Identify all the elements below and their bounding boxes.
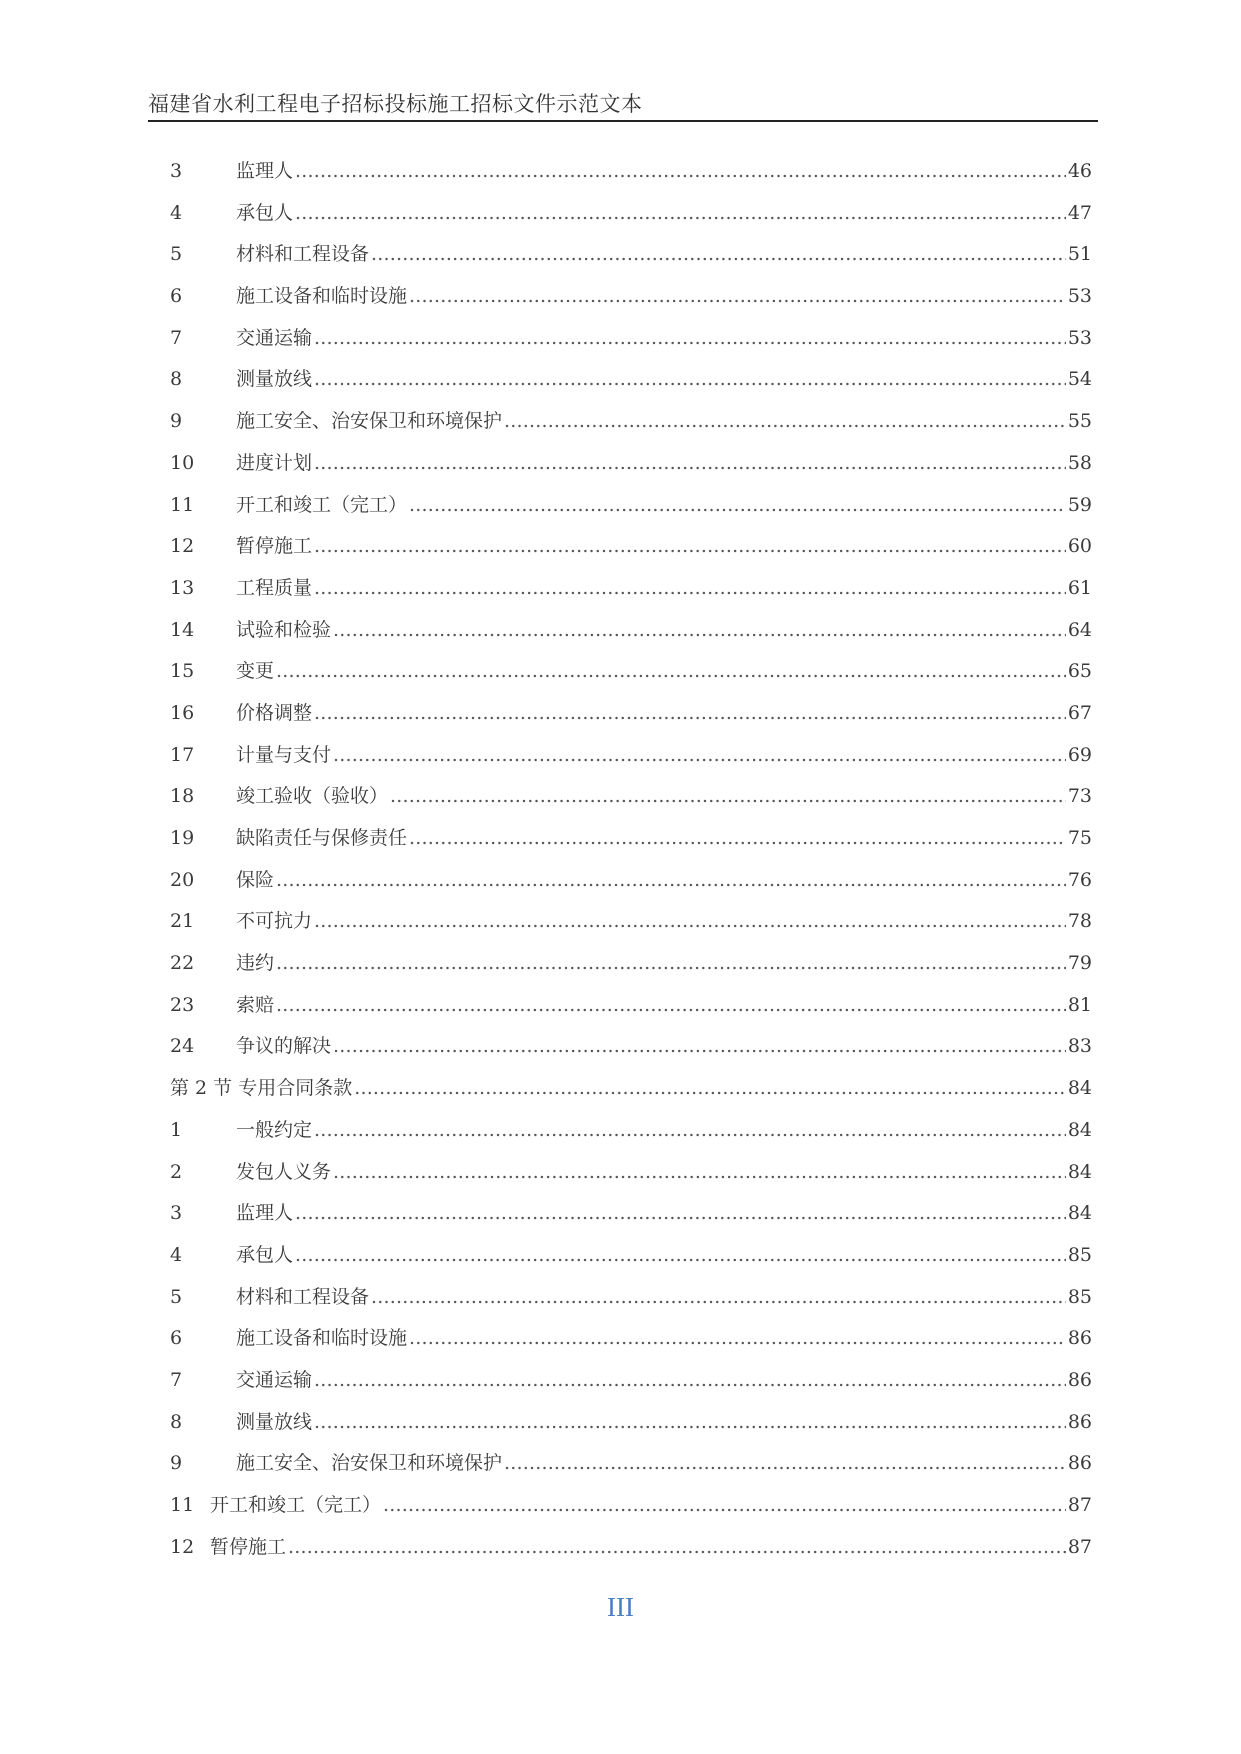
- toc-entry-number: 13: [170, 576, 195, 599]
- toc-entry[interactable]: [170, 948, 1092, 990]
- toc-dot-leader: [390, 785, 1066, 807]
- toc-entry[interactable]: [170, 1031, 1092, 1073]
- toc-entry-title: 交通运输: [236, 1368, 313, 1391]
- toc-dot-leader: [354, 1077, 1066, 1099]
- toc-entry[interactable]: [170, 865, 1092, 907]
- toc-entry-title: 暂停施工: [236, 535, 313, 558]
- toc-entry-page: 85: [1067, 1285, 1092, 1308]
- toc-entry-page: 73: [1067, 785, 1092, 808]
- toc-entry-page: 85: [1067, 1243, 1092, 1266]
- toc-entry-page: 51: [1067, 243, 1092, 266]
- toc-entry-page: 47: [1067, 201, 1092, 224]
- toc-dot-leader: [314, 1411, 1066, 1433]
- toc-entry[interactable]: [170, 531, 1092, 573]
- toc-entry[interactable]: [170, 1490, 1092, 1532]
- toc-entry[interactable]: [170, 1365, 1092, 1407]
- toc-entry-number: 7: [170, 326, 183, 349]
- toc-dot-leader: [314, 1119, 1066, 1141]
- toc-entry-title: 第 2 节 专用合同条款: [170, 1077, 353, 1100]
- toc-entry-title: 索赔: [236, 993, 275, 1016]
- toc-entry[interactable]: [170, 281, 1092, 323]
- toc-entry[interactable]: [170, 406, 1092, 448]
- toc-dot-leader: [409, 827, 1066, 849]
- toc-entry-page: 86: [1067, 1410, 1092, 1433]
- toc-entry[interactable]: [170, 323, 1092, 365]
- toc-entry-number: 6: [170, 1327, 183, 1350]
- toc-entry[interactable]: [170, 1407, 1092, 1449]
- toc-entry-title: 承包人: [236, 201, 294, 224]
- toc-entry-page: 87: [1067, 1494, 1092, 1516]
- toc-entry-page: 46: [1067, 160, 1092, 182]
- toc-entry-number: 23: [170, 993, 195, 1016]
- toc-entry-title: 进度计划: [236, 451, 313, 474]
- toc-entry-page: 83: [1067, 1035, 1092, 1058]
- toc-entry-page: 64: [1067, 618, 1092, 641]
- toc-entry-number: 12: [170, 1535, 195, 1558]
- toc-entry-page: 86: [1067, 1368, 1092, 1391]
- toc-entry-page: 79: [1067, 952, 1092, 975]
- toc-entry-page: 86: [1067, 1452, 1092, 1475]
- toc-entry-number: 16: [170, 701, 195, 724]
- toc-dot-leader: [314, 368, 1066, 390]
- toc-entry-number: 4: [170, 201, 183, 224]
- toc-entry[interactable]: [170, 490, 1092, 532]
- toc-dot-leader: [504, 410, 1066, 432]
- toc-entry[interactable]: [170, 448, 1092, 490]
- toc-entry-title: 施工设备和临时设施: [236, 1327, 408, 1350]
- toc-dot-leader: [314, 535, 1066, 557]
- toc-dot-leader: [314, 910, 1066, 932]
- toc-entry-page: 53: [1067, 326, 1092, 349]
- toc-entry[interactable]: [170, 990, 1092, 1032]
- toc-dot-leader: [295, 202, 1066, 224]
- toc-entry-page: 58: [1067, 451, 1092, 474]
- toc-entry-number: 3: [170, 160, 183, 182]
- toc-entry-title: 开工和竣工（完工）: [210, 1494, 382, 1516]
- toc-entry[interactable]: [170, 364, 1092, 406]
- toc-entry-page: 53: [1067, 285, 1092, 308]
- toc-entry-number: 5: [170, 243, 183, 266]
- toc-dot-leader: [276, 994, 1066, 1016]
- toc-entry[interactable]: [170, 573, 1092, 615]
- toc-entry-number: 3: [170, 1202, 183, 1225]
- toc-entry-page: 54: [1067, 368, 1092, 391]
- toc-entry-page: 78: [1067, 910, 1092, 933]
- toc-entry-page: 55: [1067, 410, 1092, 433]
- toc-entry-number: 15: [170, 660, 195, 683]
- toc-dot-leader: [314, 577, 1066, 599]
- toc-entry-number: 11: [170, 493, 195, 516]
- toc-dot-leader: [295, 1244, 1066, 1266]
- toc-entry-title: 测量放线: [236, 368, 313, 391]
- toc-entry-number: 20: [170, 868, 195, 891]
- toc-dot-leader: [314, 327, 1066, 349]
- toc-entry-page: 84: [1067, 1160, 1092, 1183]
- toc-entry[interactable]: [170, 1198, 1092, 1240]
- toc-entry[interactable]: [170, 1240, 1092, 1282]
- toc-entry[interactable]: [170, 1323, 1092, 1365]
- toc-entry-title: 保险: [236, 868, 275, 891]
- toc-entry-title: 缺陷责任与保修责任: [236, 827, 408, 849]
- toc-entry-title: 测量放线: [236, 1410, 313, 1433]
- toc-entry-title: 交通运输: [236, 326, 313, 349]
- toc-entry-title: 一般约定: [236, 1118, 313, 1141]
- toc-entry-page: 84: [1067, 1118, 1092, 1141]
- toc-entry[interactable]: [170, 823, 1092, 865]
- toc-section-entry[interactable]: [170, 1073, 1092, 1115]
- toc-entry-number: 8: [170, 1410, 183, 1433]
- toc-entry[interactable]: [170, 1115, 1092, 1157]
- toc-entry-page: 61: [1067, 576, 1092, 599]
- toc-dot-leader: [333, 1035, 1066, 1057]
- toc-entry[interactable]: [170, 1448, 1092, 1490]
- toc-entry-title: 承包人: [236, 1243, 294, 1266]
- toc-dot-leader: [371, 1286, 1066, 1308]
- toc-dot-leader: [409, 1327, 1066, 1349]
- toc-entry-number: 8: [170, 368, 183, 391]
- toc-entry-title: 施工安全、治安保卫和环境保护: [236, 1452, 503, 1475]
- toc-dot-leader: [314, 702, 1066, 724]
- toc-entry[interactable]: [170, 239, 1092, 281]
- toc-dot-leader: [295, 160, 1066, 182]
- toc-dot-leader: [333, 619, 1066, 641]
- toc-dot-leader: [295, 1202, 1066, 1224]
- toc-entry-number: 18: [170, 785, 195, 808]
- toc-entry[interactable]: [170, 781, 1092, 823]
- toc-entry-title: 施工设备和临时设施: [236, 285, 408, 308]
- toc-dot-leader: [276, 660, 1066, 682]
- toc-entry-title: 暂停施工: [210, 1535, 287, 1558]
- toc-entry-title: 计量与支付: [236, 743, 332, 766]
- toc-dot-leader: [276, 952, 1066, 974]
- toc-entry-title: 工程质量: [236, 576, 313, 599]
- page-number: III: [607, 1592, 634, 1622]
- toc-entry-page: 76: [1067, 868, 1092, 891]
- toc-dot-leader: [409, 285, 1066, 307]
- toc-entry[interactable]: [170, 740, 1092, 782]
- toc-entry[interactable]: [170, 656, 1092, 698]
- toc-entry-title: 竣工验收（验收）: [236, 785, 389, 808]
- toc-entry-number: 2: [170, 1160, 183, 1183]
- toc-entry[interactable]: [170, 698, 1092, 740]
- toc-entry-number: 17: [170, 743, 195, 766]
- toc-entry-page: 84: [1067, 1077, 1092, 1100]
- toc-entry-title: 价格调整: [236, 701, 313, 724]
- page-header: [148, 86, 1098, 122]
- toc-entry-number: 21: [170, 910, 195, 933]
- toc-entry-title: 试验和检验: [236, 618, 332, 641]
- toc-entry-number: 22: [170, 952, 195, 975]
- toc-entry[interactable]: [170, 1282, 1092, 1324]
- toc-entry-page: 86: [1067, 1327, 1092, 1350]
- toc-entry-title: 开工和竣工（完工）: [236, 493, 408, 516]
- toc-dot-leader: [409, 494, 1066, 516]
- toc-entry-title: 违约: [236, 952, 275, 975]
- toc-entry-page: 60: [1067, 535, 1092, 558]
- toc-entry-number: 11: [170, 1494, 195, 1516]
- toc-dot-leader: [371, 243, 1066, 265]
- toc-entry-title: 监理人: [236, 160, 294, 182]
- toc-entry-page: 59: [1067, 493, 1092, 516]
- toc-entry-number: 24: [170, 1035, 195, 1058]
- toc-entry[interactable]: [170, 615, 1092, 657]
- toc-entry-number: 9: [170, 410, 183, 433]
- toc-entry-number: 12: [170, 535, 195, 558]
- toc-entry[interactable]: [170, 1157, 1092, 1199]
- toc-entry-page: 65: [1067, 660, 1092, 683]
- toc-entry-title: 施工安全、治安保卫和环境保护: [236, 410, 503, 433]
- toc-dot-leader: [504, 1452, 1066, 1474]
- toc-entry-number: 6: [170, 285, 183, 308]
- toc-entry-page: 69: [1067, 743, 1092, 766]
- toc-entry-number: 10: [170, 451, 195, 474]
- toc-entry[interactable]: [170, 1532, 1092, 1574]
- toc-entry-title: 争议的解决: [236, 1035, 332, 1058]
- toc-entry-page: 87: [1067, 1535, 1092, 1558]
- toc-dot-leader: [314, 1369, 1066, 1391]
- toc-entry[interactable]: [170, 156, 1092, 198]
- toc-entry[interactable]: [170, 906, 1092, 948]
- toc-entry-title: 不可抗力: [236, 910, 313, 933]
- toc-entry-title: 监理人: [236, 1202, 294, 1225]
- toc-entry-title: 变更: [236, 660, 275, 683]
- toc-entry-number: 9: [170, 1452, 183, 1475]
- toc-dot-leader: [333, 1161, 1066, 1183]
- toc-entry-number: 7: [170, 1368, 183, 1391]
- toc-dot-leader: [276, 869, 1066, 891]
- toc-entry-title: 材料和工程设备: [236, 243, 370, 266]
- toc-dot-leader: [383, 1494, 1066, 1516]
- table-of-contents: [170, 156, 1092, 1573]
- toc-entry-number: 4: [170, 1243, 183, 1266]
- toc-entry[interactable]: [170, 198, 1092, 240]
- toc-dot-leader: [314, 452, 1066, 474]
- toc-entry-number: 14: [170, 618, 195, 641]
- toc-dot-leader: [288, 1536, 1066, 1558]
- toc-entry-number: 1: [170, 1118, 183, 1141]
- toc-entry-page: 84: [1067, 1202, 1092, 1225]
- toc-entry-number: 5: [170, 1285, 183, 1308]
- toc-dot-leader: [333, 744, 1066, 766]
- toc-entry-page: 75: [1067, 827, 1092, 849]
- document-title: 福建省水利工程电子招标投标施工招标文件示范文本: [148, 92, 643, 116]
- toc-entry-page: 67: [1067, 701, 1092, 724]
- toc-entry-title: 材料和工程设备: [236, 1285, 370, 1308]
- toc-entry-number: 19: [170, 827, 195, 849]
- toc-entry-title: 发包人义务: [236, 1160, 332, 1183]
- toc-entry-page: 81: [1067, 993, 1092, 1016]
